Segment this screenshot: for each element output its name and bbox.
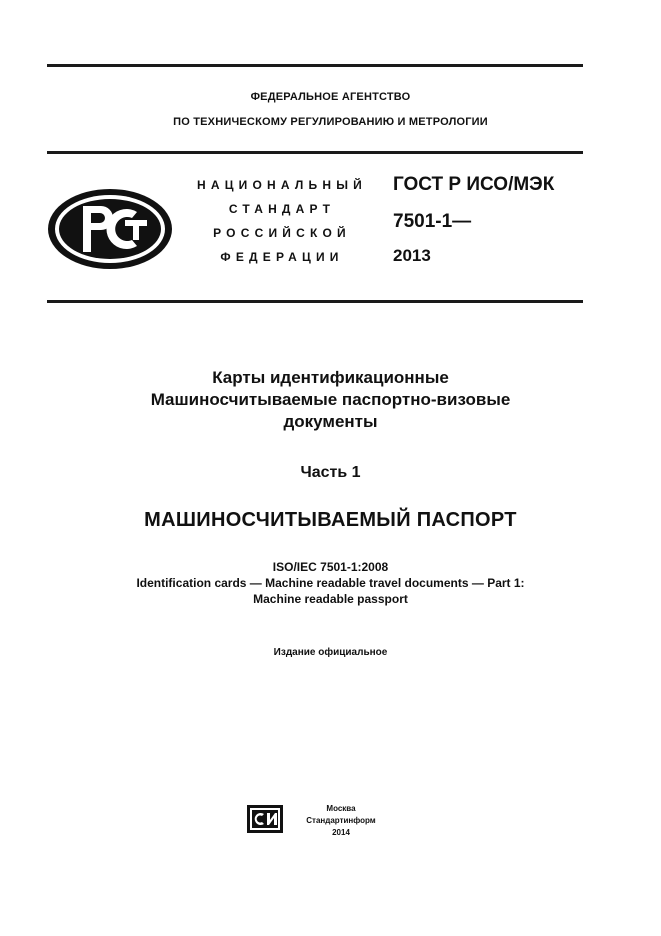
national-line-3: РОССИЙСКОЙ xyxy=(213,226,351,240)
header-rule xyxy=(47,151,583,154)
publisher-year: 2014 xyxy=(332,828,350,837)
national-line-2: СТАНДАРТ xyxy=(228,202,336,216)
iso-code: ISO/IEC 7501-1:2008 xyxy=(272,560,389,574)
gost-r-logo xyxy=(45,186,175,272)
publisher-city: Москва xyxy=(326,804,356,813)
part-label: Часть 1 xyxy=(300,464,361,481)
doc-title-line-2: Машиносчитываемые паспортно-визовые xyxy=(150,390,511,409)
iso-english-line-2: Machine readable passport xyxy=(253,592,408,606)
gost-designation: ГОСТ Р ИСО/МЭК xyxy=(393,174,555,195)
doc-title-line-3: документы xyxy=(283,412,378,431)
publisher-name: Стандартинформ xyxy=(306,816,376,825)
block-rule xyxy=(47,300,583,303)
agency-line-1: ФЕДЕРАЛЬНОЕ АГЕНТСТВО xyxy=(250,91,411,103)
doc-title-line-1: Карты идентификационные xyxy=(212,368,449,387)
edition-label: Издание официальное xyxy=(273,647,388,658)
agency-line-2: ПО ТЕХНИЧЕСКОМУ РЕГУЛИРОВАНИЮ И МЕТРОЛОГИИ xyxy=(173,116,488,128)
main-title: МАШИНОСЧИТЫВАЕМЫЙ ПАСПОРТ xyxy=(144,509,517,531)
gost-year: 2013 xyxy=(393,246,431,265)
national-line-4: ФЕДЕРАЦИИ xyxy=(220,250,344,264)
gost-number: 7501-1— xyxy=(393,211,472,232)
iso-english-line-1: Identification cards — Machine readable travel documents — Part 1: xyxy=(136,576,525,590)
top-rule xyxy=(47,64,583,67)
national-line-1: НАЦИОНАЛЬНЫЙ xyxy=(196,178,368,192)
standartinform-logo xyxy=(245,803,285,835)
